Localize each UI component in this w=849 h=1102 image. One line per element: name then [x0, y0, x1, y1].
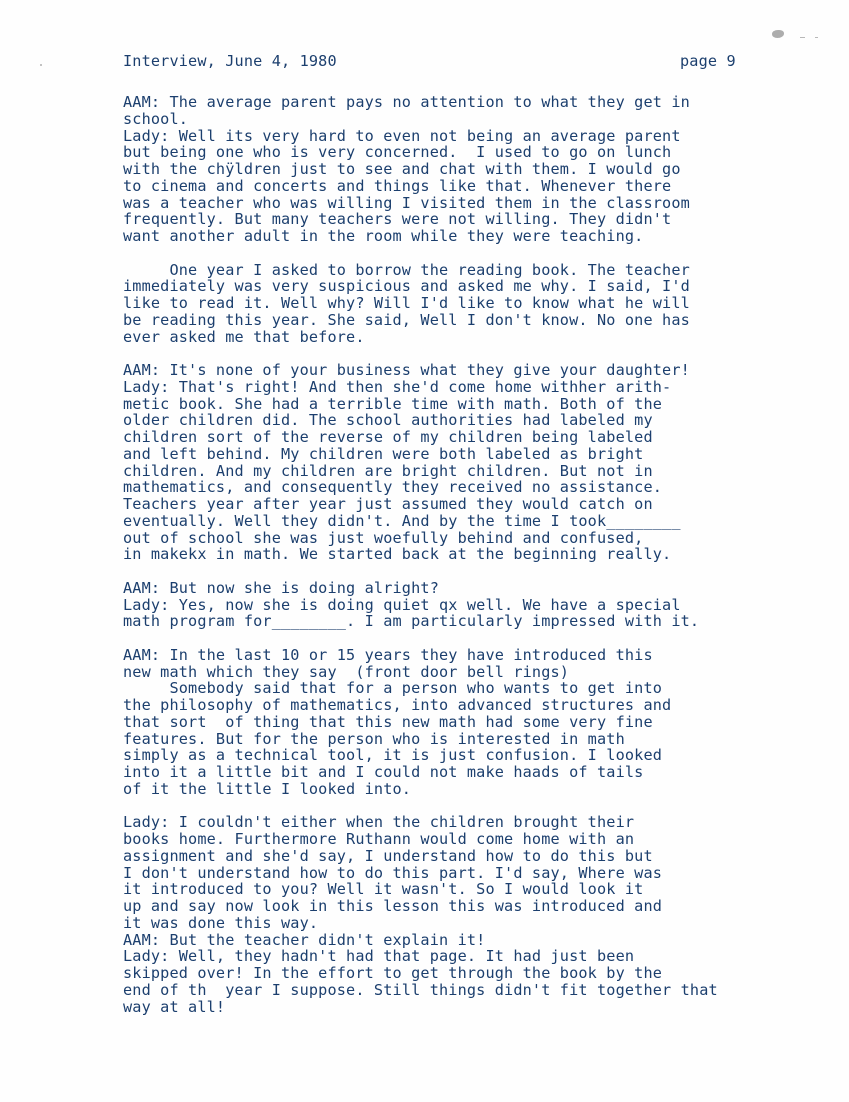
transcript-line: ever asked me that before. [123, 327, 365, 346]
paragraph-gap [123, 245, 803, 262]
transcript-line: AAM: But the teacher didn't explain it! [123, 930, 486, 949]
transcript-line: end of th year I suppose. Still things didn't fit together that [123, 980, 718, 999]
ink-mark [815, 37, 818, 38]
transcript-line: Lady: That's right! And then she'd come home withher arith- [123, 377, 672, 396]
transcript-line: in makekx in math. We started back at the beginning really. [123, 545, 672, 564]
transcript-line: way at all! [123, 997, 226, 1016]
transcript-line: frequently. But many teachers were not willing. They didn't [123, 210, 672, 229]
transcript-line: Lady: Well, they hadn't had that page. It had just been [123, 947, 635, 966]
transcript-line: up and say now look in this lesson this was introduced and [123, 897, 663, 915]
transcript-line: but being one who is very concerned. I used to go on lunch [123, 143, 672, 162]
paragraph-gap [123, 345, 803, 362]
transcript-line: AAM: But now she is doing alright? [123, 578, 439, 597]
transcript-line: children sort of the reverse of my children being labeled [123, 428, 653, 446]
transcript-line: mathematics, and consequently they received no assistance. [123, 478, 663, 497]
ink-smudge [772, 30, 784, 38]
transcript-body [123, 94, 803, 1015]
transcript-line: I don't understand how to do this part. I'd say, Where was [123, 863, 663, 882]
transcript-line: simply as a technical tool, it is just confusion. I looked [123, 746, 663, 765]
transcript-line: school. [123, 109, 189, 128]
transcript-line: metic book. She had a terrible time with math. Both of the [123, 394, 663, 413]
transcript-line: with the chÿldren just to see and chat with them. I would go [123, 160, 681, 178]
transcript-line: AAM: In the last 10 or 15 years they have introduced this [123, 645, 653, 664]
transcript-line: new math which they say (front door bell rings) [123, 662, 570, 681]
transcript-line: that sort of thing that this new math had some very fine [123, 712, 653, 731]
transcript-line: Lady: Well its very hard to even not being an average parent [123, 126, 681, 145]
transcript-line: Teachers year after year just assumed they would catch on [123, 495, 653, 513]
transcript-line: out of school she was just woefully behind and confused, [123, 528, 644, 547]
transcript-line: Somebody said that for a person who wants to get into [123, 679, 663, 698]
transcript-line: older children did. The school authorities had labeled my [123, 411, 653, 430]
transcript-line: math program for________. I am particularly impressed with it. [123, 612, 700, 631]
transcript-line: be reading this year. She said, Well I don't know. No one has [123, 310, 690, 329]
transcript-line: eventually. Well they didn't. And by the time I took________ [123, 511, 681, 530]
transcript-line: skipped over! In the effort to get through the book by the [123, 964, 663, 982]
transcript-line: features. But for the person who is interested in math [123, 729, 625, 748]
transcript-line: AAM: The average parent pays no attention to what they get in [123, 93, 690, 111]
transcript-line: AAM: It's none of your business what they give your daughter! [123, 361, 690, 379]
transcript-line: it introduced to you? Well it wasn't. So I would look it [123, 880, 644, 899]
transcript-line: want another adult in the room while they were teaching. [123, 227, 644, 245]
ink-mark [800, 37, 805, 38]
header-title: Interview, June 4, 1980 [123, 52, 337, 70]
transcript-line: children. And my children are bright children. But not in [123, 461, 653, 480]
transcript-line: it was done this way. [123, 913, 319, 932]
page-number: page 9 [680, 52, 736, 70]
transcript-line: One year I asked to borrow the reading book. The teacher [123, 260, 690, 279]
transcript-line: books home. Furthermore Ruthann would come home with an [123, 830, 635, 848]
paragraph-gap [123, 798, 803, 815]
transcript-line: Lady: Yes, now she is doing quiet qx well. We have a special [123, 595, 681, 614]
transcript-line: of it the little I looked into. [123, 779, 412, 798]
transcript-line: Lady: I couldn't either when the children brought their [123, 813, 635, 832]
ink-speck [40, 64, 42, 66]
page-header [123, 52, 743, 72]
transcript-line: to cinema and concerts and things like that. Whenever there [123, 176, 672, 195]
paragraph-gap [123, 563, 803, 580]
transcript-line: the philosophy of mathematics, into advanced structures and [123, 696, 672, 714]
transcript-line: immediately was very suspicious and asked me why. I said, I'd [123, 277, 690, 296]
transcript-line: and left behind. My children were both labeled as bright [123, 444, 644, 463]
paragraph-gap [123, 630, 803, 647]
transcript-line: into it a little bit and I could not make haads of tails [123, 763, 644, 781]
transcript-line: was a teacher who was willing I visited them in the classroom [123, 193, 690, 212]
transcript-line: like to read it. Well why? Will I'd like to know what he will [123, 294, 690, 312]
transcript-line: assignment and she'd say, I understand how to do this but [123, 846, 653, 865]
